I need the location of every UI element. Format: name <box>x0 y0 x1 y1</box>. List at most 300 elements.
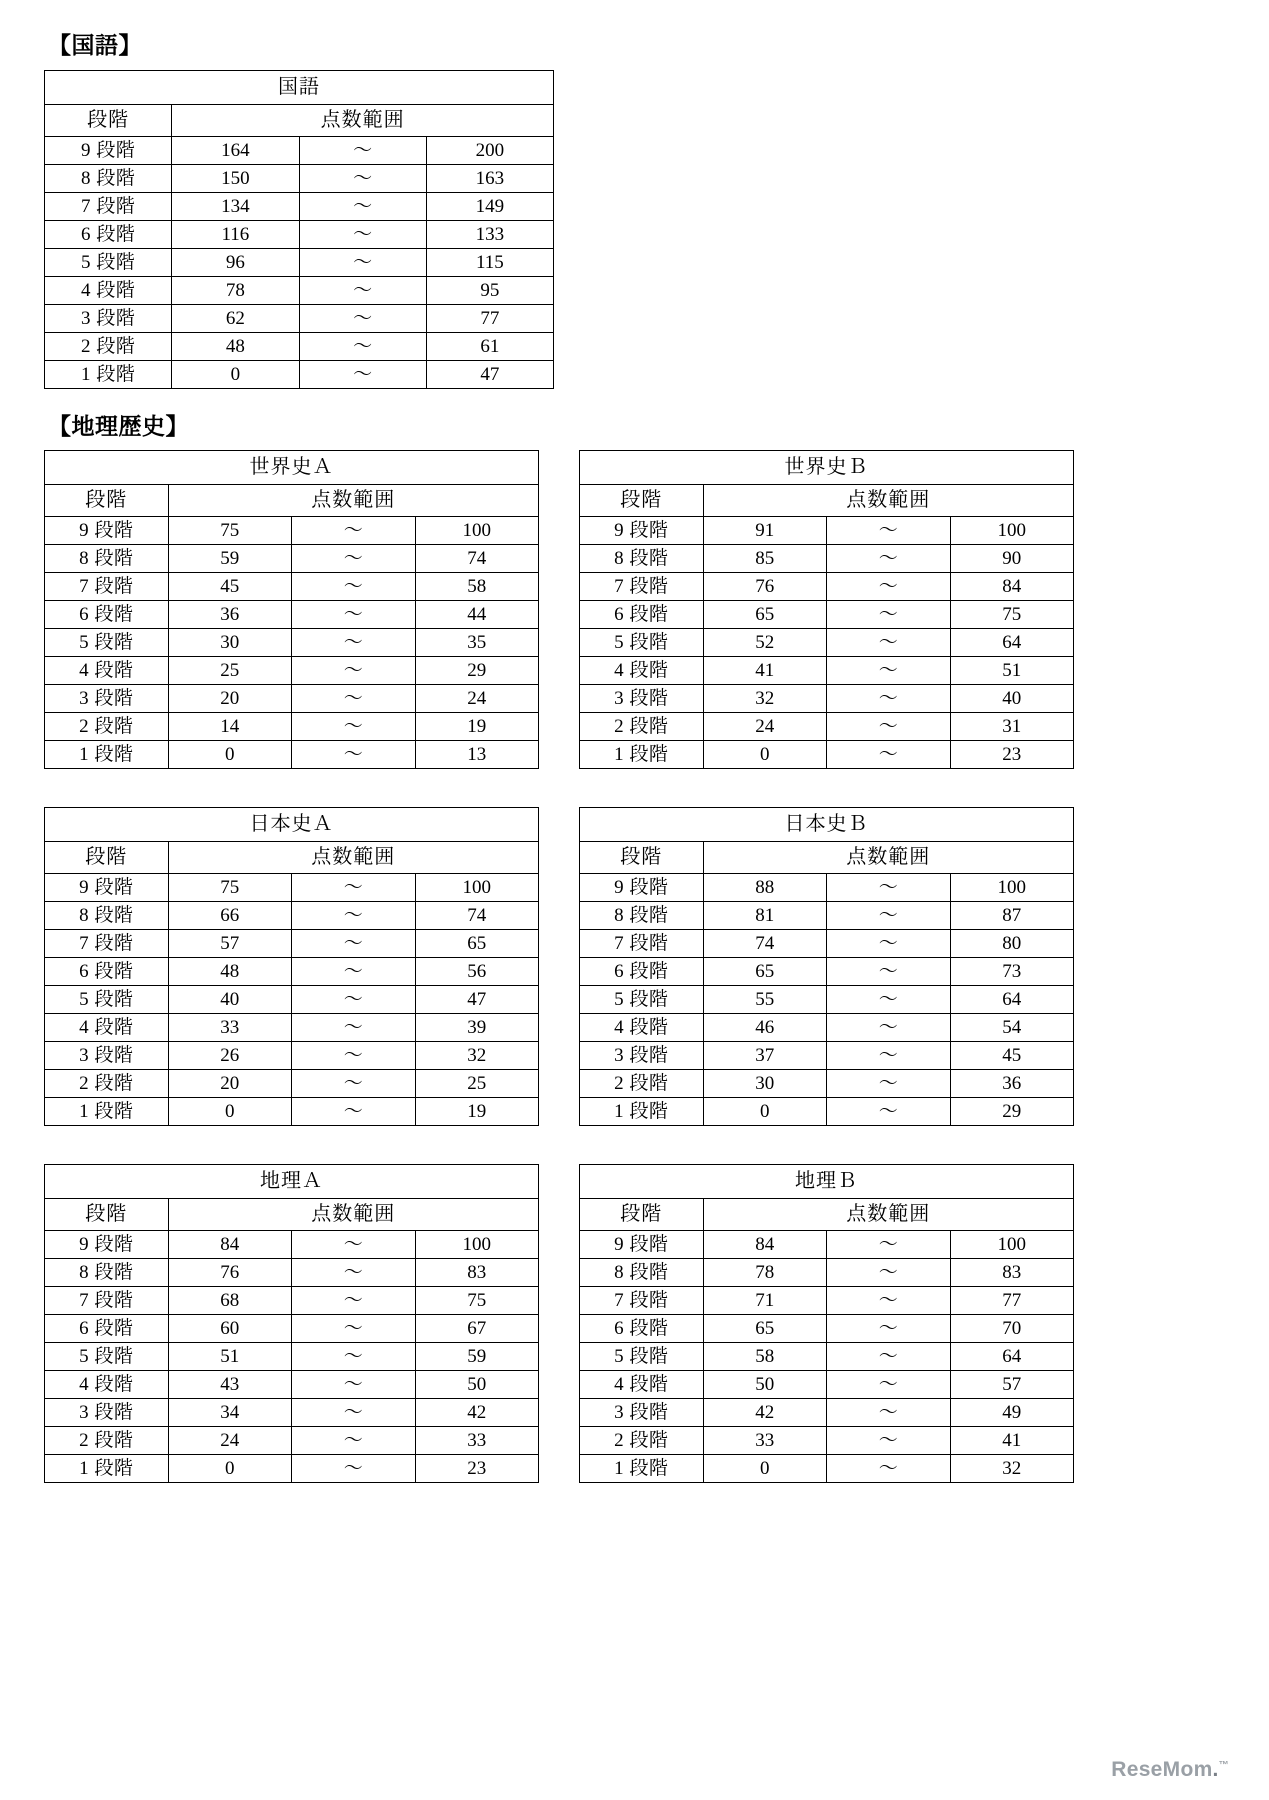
table-row <box>580 958 1074 986</box>
cell-tilde: 〜 <box>299 332 426 360</box>
cell-stage: 1 段階 <box>45 1098 169 1126</box>
cell-stage: 7 段階 <box>45 1287 169 1315</box>
cell-stage: 9 段階 <box>45 1231 169 1259</box>
watermark-text: ReseMom <box>1111 1758 1213 1781</box>
score-table-chiri-a <box>44 1164 539 1483</box>
cell-low: 78 <box>703 1259 827 1287</box>
cell-high: 83 <box>950 1259 1074 1287</box>
table-header-row <box>580 1199 1074 1231</box>
cell-tilde: 〜 <box>292 713 416 741</box>
column-header-stage: 段階 <box>580 842 704 874</box>
table-row <box>580 1315 1074 1343</box>
cell-tilde: 〜 <box>292 1042 416 1070</box>
cell-high: 61 <box>426 332 553 360</box>
cell-tilde: 〜 <box>292 1287 416 1315</box>
cell-high: 100 <box>950 874 1074 902</box>
cell-stage: 5 段階 <box>45 629 169 657</box>
cell-high: 47 <box>426 360 553 388</box>
cell-low: 84 <box>168 1231 292 1259</box>
cell-stage: 2 段階 <box>45 1070 169 1098</box>
cell-stage: 1 段階 <box>580 1455 704 1483</box>
cell-low: 14 <box>168 713 292 741</box>
table-row <box>45 248 554 276</box>
cell-tilde: 〜 <box>827 1231 951 1259</box>
cell-tilde: 〜 <box>827 1070 951 1098</box>
cell-low: 0 <box>168 741 292 769</box>
cell-tilde: 〜 <box>827 874 951 902</box>
table-title-row <box>580 808 1074 842</box>
cell-low: 34 <box>168 1399 292 1427</box>
cell-high: 49 <box>950 1399 1074 1427</box>
cell-high: 39 <box>415 1014 539 1042</box>
table-row <box>45 332 554 360</box>
cell-high: 13 <box>415 741 539 769</box>
cell-low: 33 <box>703 1427 827 1455</box>
cell-tilde: 〜 <box>299 220 426 248</box>
column-header-stage: 段階 <box>45 1199 169 1231</box>
cell-low: 50 <box>703 1371 827 1399</box>
cell-high: 100 <box>415 1231 539 1259</box>
cell-low: 48 <box>168 958 292 986</box>
cell-tilde: 〜 <box>827 545 951 573</box>
cell-stage: 9 段階 <box>45 874 169 902</box>
cell-stage: 7 段階 <box>45 192 172 220</box>
cell-stage: 3 段階 <box>580 1399 704 1427</box>
cell-stage: 6 段階 <box>580 958 704 986</box>
table-row <box>580 1042 1074 1070</box>
cell-stage: 2 段階 <box>45 332 172 360</box>
cell-high: 47 <box>415 986 539 1014</box>
table-header-row <box>45 1199 539 1231</box>
table-title: 日本史Ｂ <box>580 808 1074 842</box>
cell-high: 31 <box>950 713 1074 741</box>
cell-low: 74 <box>703 930 827 958</box>
cell-high: 51 <box>950 657 1074 685</box>
cell-low: 96 <box>172 248 299 276</box>
cell-stage: 5 段階 <box>580 629 704 657</box>
cell-low: 0 <box>168 1098 292 1126</box>
cell-tilde: 〜 <box>827 902 951 930</box>
cell-tilde: 〜 <box>299 304 426 332</box>
table-column <box>579 1164 1074 1483</box>
cell-low: 59 <box>168 545 292 573</box>
cell-tilde: 〜 <box>299 360 426 388</box>
cell-tilde: 〜 <box>827 741 951 769</box>
cell-high: 149 <box>426 192 553 220</box>
cell-tilde: 〜 <box>292 1315 416 1343</box>
cell-high: 83 <box>415 1259 539 1287</box>
table-header-row <box>580 842 1074 874</box>
cell-stage: 8 段階 <box>45 1259 169 1287</box>
cell-high: 42 <box>415 1399 539 1427</box>
cell-low: 41 <box>703 657 827 685</box>
table-row <box>580 713 1074 741</box>
cell-tilde: 〜 <box>292 573 416 601</box>
cell-high: 163 <box>426 164 553 192</box>
cell-high: 58 <box>415 573 539 601</box>
cell-low: 65 <box>703 1315 827 1343</box>
cell-tilde: 〜 <box>292 1014 416 1042</box>
cell-high: 41 <box>950 1427 1074 1455</box>
cell-low: 84 <box>703 1231 827 1259</box>
cell-low: 42 <box>703 1399 827 1427</box>
column-header-score-range: 点数範囲 <box>703 485 1074 517</box>
table-row <box>45 958 539 986</box>
table-row <box>45 741 539 769</box>
cell-tilde: 〜 <box>827 685 951 713</box>
cell-stage: 1 段階 <box>45 360 172 388</box>
cell-stage: 2 段階 <box>45 713 169 741</box>
cell-high: 56 <box>415 958 539 986</box>
cell-tilde: 〜 <box>292 1259 416 1287</box>
cell-stage: 6 段階 <box>45 220 172 248</box>
cell-high: 33 <box>415 1427 539 1455</box>
cell-tilde: 〜 <box>827 1455 951 1483</box>
cell-high: 64 <box>950 986 1074 1014</box>
table-column <box>44 1164 539 1483</box>
table-row <box>580 1287 1074 1315</box>
column-header-stage: 段階 <box>580 1199 704 1231</box>
table-row <box>580 685 1074 713</box>
table-row <box>45 1427 539 1455</box>
table-header-row <box>45 104 554 136</box>
cell-high: 19 <box>415 1098 539 1126</box>
table-group-kokugo <box>44 70 1225 389</box>
cell-high: 50 <box>415 1371 539 1399</box>
table-row <box>580 517 1074 545</box>
cell-tilde: 〜 <box>827 601 951 629</box>
score-table-nihonshi-a <box>44 807 539 1126</box>
cell-low: 30 <box>168 629 292 657</box>
cell-stage: 5 段階 <box>580 986 704 1014</box>
table-column <box>579 450 1074 769</box>
table-row <box>45 276 554 304</box>
cell-tilde: 〜 <box>292 1343 416 1371</box>
cell-stage: 4 段階 <box>45 276 172 304</box>
cell-stage: 6 段階 <box>45 1315 169 1343</box>
cell-tilde: 〜 <box>292 958 416 986</box>
cell-high: 44 <box>415 601 539 629</box>
table-row <box>580 657 1074 685</box>
cell-stage: 8 段階 <box>45 545 169 573</box>
cell-low: 75 <box>168 874 292 902</box>
section-heading-kokugo: 【国語】 <box>48 33 142 58</box>
table-row <box>45 601 539 629</box>
cell-low: 0 <box>703 1098 827 1126</box>
cell-high: 100 <box>950 517 1074 545</box>
site-watermark <box>1111 1758 1229 1782</box>
cell-stage: 4 段階 <box>580 1371 704 1399</box>
cell-stage: 9 段階 <box>580 517 704 545</box>
table-row <box>580 1098 1074 1126</box>
cell-stage: 5 段階 <box>580 1343 704 1371</box>
cell-stage: 7 段階 <box>45 930 169 958</box>
cell-stage: 6 段階 <box>45 958 169 986</box>
cell-stage: 9 段階 <box>580 874 704 902</box>
cell-high: 75 <box>415 1287 539 1315</box>
watermark-trademark: ™ <box>1218 1760 1229 1771</box>
table-row <box>45 1014 539 1042</box>
cell-low: 45 <box>168 573 292 601</box>
cell-stage: 4 段階 <box>45 1014 169 1042</box>
table-title: 地理Ｂ <box>580 1165 1074 1199</box>
cell-tilde: 〜 <box>292 1399 416 1427</box>
table-group-sekaishi <box>44 450 1225 769</box>
cell-tilde: 〜 <box>292 1231 416 1259</box>
score-table-chiri-b <box>579 1164 1074 1483</box>
cell-low: 62 <box>172 304 299 332</box>
cell-tilde: 〜 <box>827 1343 951 1371</box>
cell-stage: 4 段階 <box>45 657 169 685</box>
table-row <box>580 1455 1074 1483</box>
cell-stage: 2 段階 <box>580 1070 704 1098</box>
cell-high: 95 <box>426 276 553 304</box>
cell-tilde: 〜 <box>292 930 416 958</box>
section-heading-chirirekishi: 【地理歴史】 <box>48 413 189 439</box>
table-row <box>580 573 1074 601</box>
cell-tilde: 〜 <box>827 930 951 958</box>
cell-low: 25 <box>168 657 292 685</box>
cell-high: 90 <box>950 545 1074 573</box>
table-row <box>580 1427 1074 1455</box>
cell-stage: 8 段階 <box>45 164 172 192</box>
table-row <box>45 164 554 192</box>
cell-stage: 5 段階 <box>45 248 172 276</box>
cell-low: 76 <box>168 1259 292 1287</box>
table-title-row <box>45 70 554 104</box>
cell-high: 32 <box>950 1455 1074 1483</box>
cell-low: 150 <box>172 164 299 192</box>
cell-tilde: 〜 <box>827 517 951 545</box>
cell-stage: 9 段階 <box>45 517 169 545</box>
cell-stage: 3 段階 <box>45 1042 169 1070</box>
cell-low: 81 <box>703 902 827 930</box>
table-row <box>45 685 539 713</box>
cell-low: 40 <box>168 986 292 1014</box>
cell-low: 134 <box>172 192 299 220</box>
table-row <box>45 192 554 220</box>
table-row <box>580 1259 1074 1287</box>
cell-high: 100 <box>415 517 539 545</box>
cell-tilde: 〜 <box>299 136 426 164</box>
cell-low: 33 <box>168 1014 292 1042</box>
cell-low: 58 <box>703 1343 827 1371</box>
cell-tilde: 〜 <box>827 1427 951 1455</box>
table-column <box>579 807 1074 1126</box>
table-row <box>580 545 1074 573</box>
cell-tilde: 〜 <box>827 629 951 657</box>
score-table-kokugo <box>44 70 554 389</box>
cell-high: 35 <box>415 629 539 657</box>
table-row <box>45 1287 539 1315</box>
cell-low: 0 <box>168 1455 292 1483</box>
cell-tilde: 〜 <box>827 1315 951 1343</box>
cell-low: 51 <box>168 1343 292 1371</box>
table-row <box>45 517 539 545</box>
cell-tilde: 〜 <box>292 1455 416 1483</box>
cell-high: 100 <box>415 874 539 902</box>
cell-tilde: 〜 <box>299 276 426 304</box>
table-row <box>580 1343 1074 1371</box>
cell-tilde: 〜 <box>292 902 416 930</box>
cell-stage: 2 段階 <box>45 1427 169 1455</box>
cell-low: 46 <box>703 1014 827 1042</box>
cell-high: 59 <box>415 1343 539 1371</box>
watermark-accent: . <box>1212 1758 1219 1781</box>
table-row <box>45 1371 539 1399</box>
cell-stage: 8 段階 <box>45 902 169 930</box>
cell-low: 88 <box>703 874 827 902</box>
cell-high: 40 <box>950 685 1074 713</box>
cell-tilde: 〜 <box>299 248 426 276</box>
cell-high: 87 <box>950 902 1074 930</box>
cell-low: 52 <box>703 629 827 657</box>
cell-stage: 3 段階 <box>580 1042 704 1070</box>
table-group-chiri <box>44 1164 1225 1483</box>
cell-high: 19 <box>415 713 539 741</box>
table-row <box>45 136 554 164</box>
column-header-score-range: 点数範囲 <box>172 104 554 136</box>
cell-high: 75 <box>950 601 1074 629</box>
cell-low: 68 <box>168 1287 292 1315</box>
table-header-row <box>45 842 539 874</box>
table-row <box>580 629 1074 657</box>
cell-tilde: 〜 <box>292 629 416 657</box>
cell-stage: 3 段階 <box>45 685 169 713</box>
cell-high: 200 <box>426 136 553 164</box>
cell-stage: 7 段階 <box>580 930 704 958</box>
cell-high: 24 <box>415 685 539 713</box>
table-row <box>580 1014 1074 1042</box>
table-title: 世界史Ａ <box>45 451 539 485</box>
cell-tilde: 〜 <box>827 1371 951 1399</box>
cell-high: 133 <box>426 220 553 248</box>
cell-low: 0 <box>703 1455 827 1483</box>
cell-stage: 8 段階 <box>580 902 704 930</box>
table-group-nihonshi <box>44 807 1225 1126</box>
cell-low: 0 <box>172 360 299 388</box>
table-row <box>45 930 539 958</box>
cell-tilde: 〜 <box>827 573 951 601</box>
score-table-nihonshi-b <box>579 807 1074 1126</box>
cell-low: 85 <box>703 545 827 573</box>
cell-stage: 2 段階 <box>580 1427 704 1455</box>
cell-low: 48 <box>172 332 299 360</box>
cell-stage: 5 段階 <box>45 1343 169 1371</box>
table-title-row <box>45 1165 539 1199</box>
cell-tilde: 〜 <box>827 986 951 1014</box>
table-row <box>580 902 1074 930</box>
cell-tilde: 〜 <box>292 986 416 1014</box>
cell-low: 30 <box>703 1070 827 1098</box>
cell-high: 25 <box>415 1070 539 1098</box>
cell-tilde: 〜 <box>292 1371 416 1399</box>
table-row <box>580 930 1074 958</box>
table-title: 日本史Ａ <box>45 808 539 842</box>
cell-low: 91 <box>703 517 827 545</box>
cell-tilde: 〜 <box>292 517 416 545</box>
cell-low: 164 <box>172 136 299 164</box>
cell-stage: 4 段階 <box>580 1014 704 1042</box>
table-row <box>45 1315 539 1343</box>
table-row <box>45 986 539 1014</box>
table-row <box>45 874 539 902</box>
table-row <box>580 1371 1074 1399</box>
column-header-score-range: 点数範囲 <box>703 842 1074 874</box>
cell-low: 78 <box>172 276 299 304</box>
score-table-sekaishi-a <box>44 450 539 769</box>
cell-tilde: 〜 <box>299 192 426 220</box>
table-row <box>580 1399 1074 1427</box>
column-header-score-range: 点数範囲 <box>168 842 539 874</box>
cell-stage: 4 段階 <box>580 657 704 685</box>
cell-stage: 3 段階 <box>45 304 172 332</box>
cell-high: 29 <box>950 1098 1074 1126</box>
table-row <box>45 1399 539 1427</box>
table-column <box>44 807 539 1126</box>
cell-tilde: 〜 <box>292 741 416 769</box>
cell-low: 37 <box>703 1042 827 1070</box>
cell-tilde: 〜 <box>292 545 416 573</box>
cell-high: 100 <box>950 1231 1074 1259</box>
cell-tilde: 〜 <box>827 1399 951 1427</box>
cell-high: 64 <box>950 629 1074 657</box>
cell-tilde: 〜 <box>827 713 951 741</box>
cell-stage: 1 段階 <box>580 1098 704 1126</box>
table-title: 国語 <box>45 70 554 104</box>
cell-low: 36 <box>168 601 292 629</box>
cell-tilde: 〜 <box>827 958 951 986</box>
cell-stage: 6 段階 <box>45 601 169 629</box>
column-header-score-range: 点数範囲 <box>168 485 539 517</box>
cell-tilde: 〜 <box>292 657 416 685</box>
table-row <box>45 1042 539 1070</box>
cell-low: 66 <box>168 902 292 930</box>
cell-tilde: 〜 <box>292 1427 416 1455</box>
cell-low: 24 <box>703 713 827 741</box>
cell-high: 74 <box>415 902 539 930</box>
table-row <box>45 657 539 685</box>
cell-stage: 1 段階 <box>45 741 169 769</box>
table-row <box>580 741 1074 769</box>
column-header-score-range: 点数範囲 <box>168 1199 539 1231</box>
cell-high: 115 <box>426 248 553 276</box>
cell-high: 45 <box>950 1042 1074 1070</box>
table-row <box>580 874 1074 902</box>
cell-low: 0 <box>703 741 827 769</box>
cell-high: 70 <box>950 1315 1074 1343</box>
cell-stage: 1 段階 <box>580 741 704 769</box>
cell-tilde: 〜 <box>827 1259 951 1287</box>
column-header-stage: 段階 <box>45 104 172 136</box>
table-row <box>45 304 554 332</box>
cell-high: 65 <box>415 930 539 958</box>
cell-low: 76 <box>703 573 827 601</box>
table-title: 地理Ａ <box>45 1165 539 1199</box>
cell-low: 60 <box>168 1315 292 1343</box>
cell-low: 20 <box>168 1070 292 1098</box>
cell-low: 116 <box>172 220 299 248</box>
cell-stage: 9 段階 <box>45 136 172 164</box>
cell-stage: 8 段階 <box>580 1259 704 1287</box>
cell-stage: 5 段階 <box>45 986 169 1014</box>
table-title-row <box>580 1165 1074 1199</box>
cell-tilde: 〜 <box>292 1098 416 1126</box>
table-row <box>45 573 539 601</box>
cell-stage: 6 段階 <box>580 1315 704 1343</box>
table-header-row <box>45 485 539 517</box>
cell-stage: 2 段階 <box>580 713 704 741</box>
